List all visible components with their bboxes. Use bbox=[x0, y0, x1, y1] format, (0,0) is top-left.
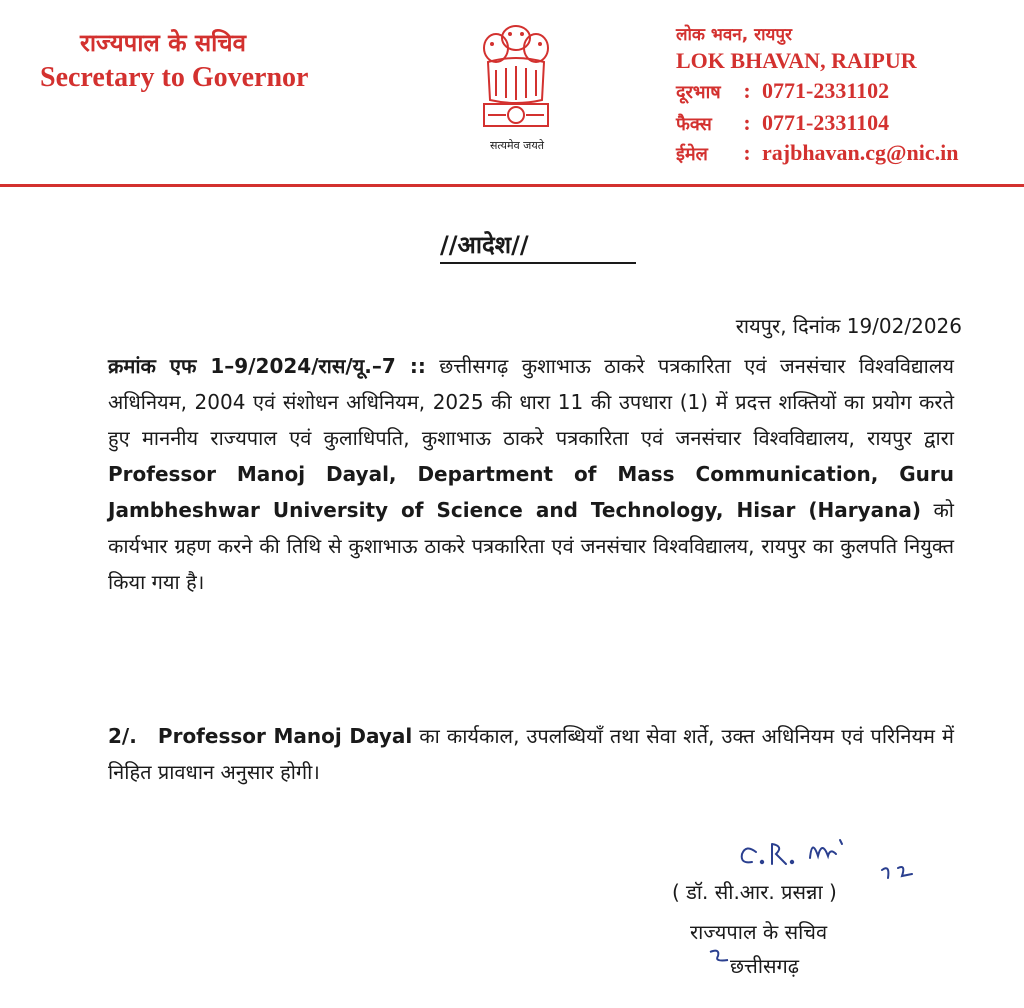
place-date: रायपुर, दिनांक 19/02/2026 bbox=[735, 314, 962, 338]
email-row: ईमेल : rajbhavan.cg@nic.in bbox=[676, 140, 959, 165]
para1-text-a: छत्तीसगढ़ कुशाभाऊ ठाकरे पत्रकारिता एवं जनसंचार विश्वविद्यालय अधिनियम, 2004 एवं संशोधन अधिनियम, 2025 की धारा 11 की उपधारा (1) में प्रदत्त शक्तियों का प्रयोग करते हुए माननीय राज्यपाल एवं कुलाधिपति, कुशाभाऊ ठाकरे पत्रकारिता एवं जनसंचार विश्वविद्यालय, रायपुर द्वारा bbox=[108, 354, 954, 450]
signatory-name: ( डॉ. सी.आर. प्रसन्ना ) bbox=[672, 880, 837, 904]
phone-label: दूरभाष bbox=[676, 82, 721, 103]
order-paragraph-1 bbox=[108, 348, 954, 600]
order-paragraph-2 bbox=[108, 718, 954, 790]
order-title: //आदेश// bbox=[440, 231, 529, 259]
national-emblem-icon bbox=[466, 14, 566, 154]
address-hindi: लोक भवन, रायपुर bbox=[676, 25, 792, 45]
fax-value: 0771-2331104 bbox=[762, 110, 890, 135]
order-reference: क्रमांक एफ 1–9/2024/रास/यू.–7 :: bbox=[108, 354, 426, 378]
para2-text: का कार्यकाल, उपलब्धियॉं तथा सेवा शर्ते, उक्त अधिनियम एवं परिनियम में निहित प्रावधान अनुसार होगी। bbox=[108, 724, 955, 784]
fax-row: फैक्स : 0771-2331104 bbox=[676, 110, 890, 135]
fax-label: फैक्स bbox=[676, 114, 712, 135]
header-divider bbox=[0, 184, 1024, 187]
para2-number: 2/. bbox=[108, 724, 137, 748]
phone-row: दूरभाष : 0771-2331102 bbox=[676, 78, 890, 103]
signatory-state: छत्तीसगढ़ bbox=[730, 954, 800, 978]
title-underline bbox=[440, 262, 636, 264]
email-value: rajbhavan.cg@nic.in bbox=[762, 140, 959, 165]
signatory-designation: राज्यपाल के सचिव bbox=[690, 920, 828, 944]
office-title-english: Secretary to Governor bbox=[40, 62, 309, 93]
email-label: ईमेल bbox=[676, 144, 708, 165]
emblem-motto: सत्यमेव जयते bbox=[489, 139, 544, 152]
para2-name: Professor Manoj Dayal bbox=[157, 724, 413, 748]
para1-text-b: को कार्यभार ग्रहण करने की तिथि से कुशाभाऊ ठाकरे पत्रकारिता एवं जनसंचार विश्वविद्यालय, रायपुर का कुलपति नियुक्त किया गया है। bbox=[108, 498, 954, 594]
appointee-details: Professor Manoj Dayal, Department of Mass Communication, Guru Jambheshwar University of Science and Technology, Hisar (Haryana) bbox=[108, 462, 954, 522]
phone-value: 0771-2331102 bbox=[762, 78, 890, 103]
office-title-hindi: राज्यपाल के सचिव bbox=[80, 29, 246, 57]
address-english: LOK BHAVAN, RAIPUR bbox=[676, 48, 917, 73]
